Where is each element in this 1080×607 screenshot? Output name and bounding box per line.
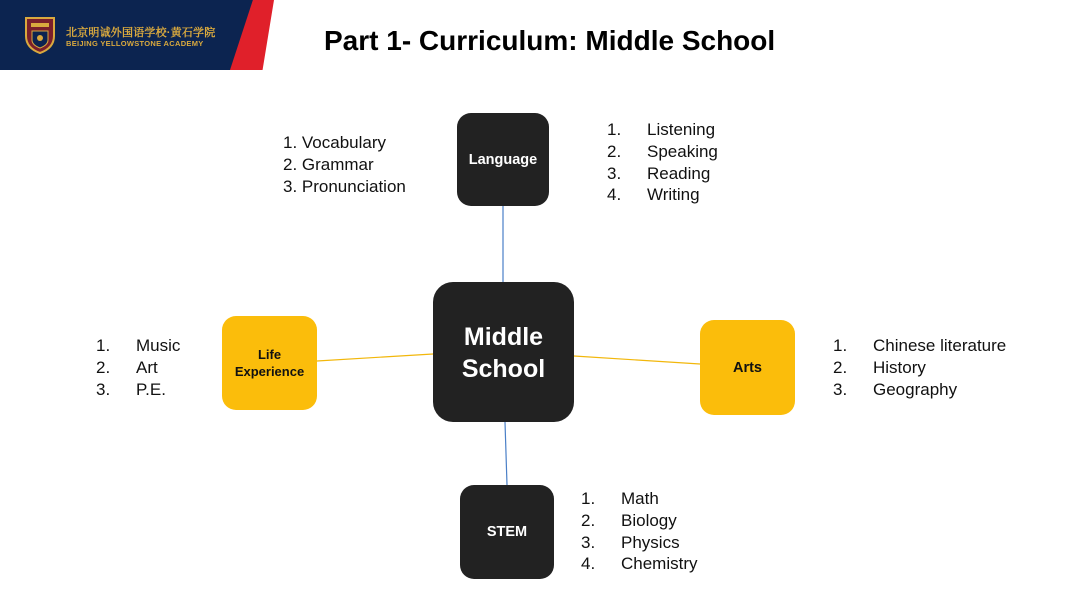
node-center-line2: School	[461, 355, 546, 383]
list-number: 4.	[607, 185, 622, 205]
node-life-experience	[222, 316, 317, 410]
list-item	[581, 553, 698, 575]
list-item	[833, 335, 1006, 357]
node-life-line1: Life	[257, 347, 282, 362]
list-number: 2.	[607, 141, 622, 161]
node-language	[457, 113, 549, 206]
node-stem-label: STEM	[486, 524, 528, 540]
list-item: 3. Pronunciation	[283, 176, 406, 196]
node-life-line2: Experience	[234, 364, 305, 379]
list-text: Biology	[621, 510, 677, 530]
list-text: Chinese literature	[873, 336, 1007, 355]
list-text: Speaking	[647, 141, 718, 161]
life-experience-list	[96, 335, 180, 400]
node-arts	[700, 320, 795, 415]
list-number: 1.	[607, 120, 622, 139]
language-abilities-list	[607, 119, 718, 206]
node-middle-school	[433, 282, 574, 422]
list-item: 2. Grammar	[283, 154, 374, 174]
list-number: 2.	[833, 357, 848, 377]
list-number: 4.	[581, 554, 596, 574]
list-number: 1.	[833, 336, 848, 355]
list-item	[581, 510, 698, 532]
list-item	[833, 357, 1006, 379]
list-number: 2.	[96, 357, 111, 377]
node-center-line1: Middle	[463, 323, 544, 351]
connector-stem	[505, 422, 507, 485]
list-text: History	[873, 357, 926, 377]
list-text: Physics	[621, 532, 680, 552]
list-item: 1. Vocabulary	[283, 133, 387, 152]
school-name-chinese: 北京明诚外国语学校·黄石学院	[66, 27, 216, 39]
list-number: 3.	[607, 163, 622, 183]
node-language-label: Language	[468, 151, 538, 168]
connector-arts	[574, 356, 700, 364]
list-text: Geography	[873, 379, 958, 399]
list-item	[607, 141, 718, 163]
node-arts-label: Arts	[732, 359, 762, 376]
list-number: 1.	[581, 489, 596, 508]
list-number: 3.	[833, 379, 848, 399]
list-text: Listening	[647, 120, 716, 139]
list-item	[833, 379, 1006, 401]
list-text: Art	[136, 357, 158, 377]
list-text: Writing	[647, 185, 700, 205]
list-item	[581, 488, 698, 510]
node-stem	[460, 485, 554, 579]
list-item	[96, 357, 180, 379]
arts-list	[833, 335, 1006, 400]
list-text: P.E.	[136, 379, 166, 399]
page-title: Part 1- Curriculum: Middle School	[324, 25, 776, 56]
language-skills-list	[283, 132, 406, 197]
connector-life	[317, 354, 433, 361]
school-name-english: BEIJING YELLOWSTONE ACADEMY	[66, 39, 204, 48]
list-text: Chemistry	[621, 554, 698, 574]
stem-list	[581, 488, 698, 575]
list-text: Reading	[647, 163, 711, 183]
list-item	[96, 335, 180, 357]
list-number: 3.	[96, 379, 111, 399]
list-number: 3.	[581, 532, 596, 552]
list-text: Music	[136, 336, 181, 355]
list-number: 1.	[96, 336, 111, 355]
list-text: Math	[621, 489, 659, 508]
list-item	[581, 532, 698, 554]
list-item	[607, 119, 718, 141]
list-number: 2.	[581, 510, 596, 530]
list-item	[607, 163, 718, 185]
list-item	[607, 184, 718, 206]
list-item	[96, 379, 180, 401]
